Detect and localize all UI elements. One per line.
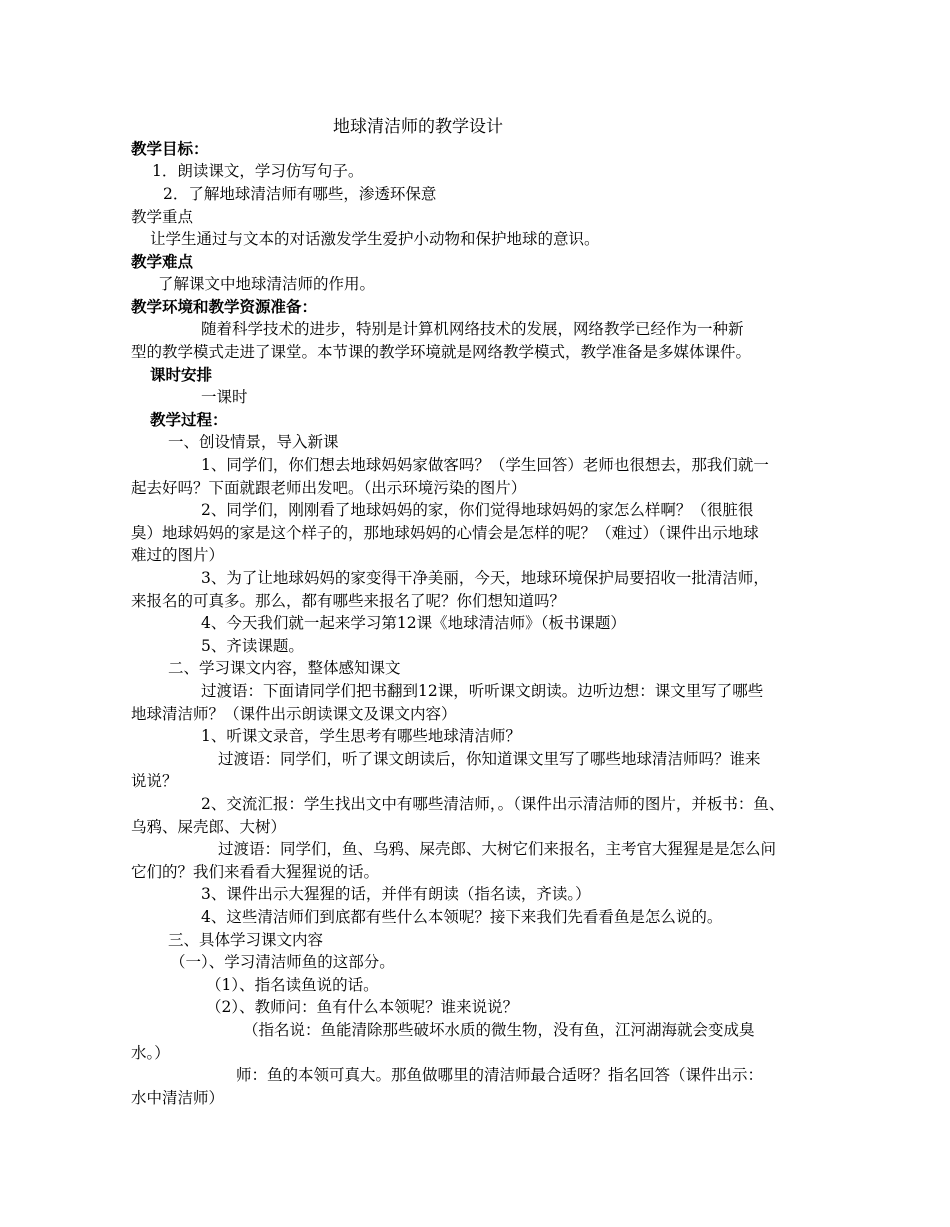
paragraph-line: 臭）地球妈妈的家是这个样子的，那地球妈妈的心情会是怎样的呢？（难过）（课件出示地球 bbox=[131, 524, 759, 542]
paragraph-line: 3、为了让地球妈妈的家变得干净美丽，今天，地球环境保护局要招收一批清洁师， bbox=[201, 569, 769, 587]
paragraph-line: 过渡语：下面请同学们把书翻到12课，听听课文朗读。边听边想：课文里写了哪些 bbox=[201, 682, 764, 700]
paragraph-line: 师：鱼的本领可真大。那鱼做哪里的清洁师最合适呀？指名回答（课件出示： bbox=[236, 1066, 764, 1084]
subsection-heading: （一）、学习清洁师鱼的这部分。 bbox=[170, 953, 395, 971]
goal-item: 2．了解地球清洁师有哪些，渗透环保意 bbox=[163, 185, 437, 203]
paragraph-line: 过渡语：同学们，鱼、乌鸦、屎壳郎、大树它们来报名，主考官大猩猩是是怎么问 bbox=[218, 840, 777, 858]
paragraph-line: 难过的图片） bbox=[131, 546, 225, 564]
paragraph-line: （指名说：鱼能清除那些破坏水质的微生物，没有鱼，江河湖海就会变成臭 bbox=[243, 1021, 755, 1039]
paragraph-line: 型的教学模式走进了课堂。本节课的教学环境就是网络教学模式，教学准备是多媒体课件。 bbox=[131, 343, 752, 361]
paragraph-line: 让学生通过与文本的对话激发学生爱护小动物和保护地球的意识。 bbox=[150, 230, 600, 248]
paragraph-line: 2、交流汇报：学生找出文中有哪些清洁师，。（课件出示清洁师的图片，并板书：鱼、 bbox=[201, 795, 785, 813]
heading-schedule: 课时安排 bbox=[150, 365, 213, 384]
paragraph-line: 过渡语：同学们，听了课文朗读后，你知道课文里写了哪些地球清洁师吗？谁来 bbox=[218, 750, 761, 768]
paragraph-line: 1、同学们，你们想去地球妈妈家做客吗？（学生回答）老师也很想去，那我们就一 bbox=[201, 456, 769, 474]
paragraph-line: 地球清洁师？（课件出示朗读课文及课文内容） bbox=[131, 705, 457, 723]
section-heading: 三、具体学习课文内容 bbox=[168, 931, 324, 949]
paragraph-line: 水中清洁师） bbox=[131, 1089, 225, 1107]
paragraph-line: 4、这些清洁师们到底都有些什么本领呢？接下来我们先看看鱼是怎么说的。 bbox=[201, 908, 723, 926]
list-item: （1）、指名读鱼说的话。 bbox=[206, 976, 379, 994]
paragraph-line: 2、同学们，刚刚看了地球妈妈的家，你们觉得地球妈妈的家怎么样啊？（很脏很 bbox=[201, 501, 754, 519]
document-title: 地球清洁师的教学设计 bbox=[333, 117, 503, 137]
paragraph-line: 水。） bbox=[131, 1044, 170, 1062]
list-item: （2）、教师问：鱼有什么本领呢？谁来说说？ bbox=[206, 998, 519, 1016]
heading-difficulties: 教学难点 bbox=[131, 252, 194, 271]
paragraph-line: 1、听课文录音，学生思考有哪些地球清洁师？ bbox=[201, 727, 521, 745]
heading-teaching-goals: 教学目标： bbox=[131, 139, 209, 158]
paragraph-line: 随着科学技术的进步，特别是计算机网络技术的发展，网络教学已经作为一种新 bbox=[201, 320, 744, 338]
heading-key-points: 教学重点 bbox=[131, 208, 194, 226]
paragraph-line: 一课时 bbox=[201, 388, 248, 406]
paragraph-line: 4、今天我们就一起来学习第12课《地球清洁师》（板书课题） bbox=[201, 614, 626, 632]
paragraph-line: 它们的？我们来看看大猩猩说的话。 bbox=[131, 863, 380, 881]
paragraph-line: 说说？ bbox=[131, 772, 178, 790]
paragraph-line: 来报名的可真多。那么，都有哪些来报名了呢？你们想知道吗？ bbox=[131, 592, 566, 610]
heading-process: 教学过程： bbox=[150, 410, 228, 429]
paragraph-line: 了解课文中地球清洁师的作用。 bbox=[158, 275, 376, 293]
paragraph-line: 3、课件出示大猩猩的话，并伴有朗读（指名读，齐读。） bbox=[201, 885, 591, 903]
section-heading: 二、学习课文内容，整体感知课文 bbox=[168, 659, 401, 677]
paragraph-line: 起去好吗？下面就跟老师出发吧。（出示环境污染的图片） bbox=[131, 479, 527, 497]
section-heading: 一、创设情景，导入新课 bbox=[168, 433, 339, 451]
goal-item: 1．朗读课文，学习仿写句子。 bbox=[152, 162, 364, 180]
paragraph-line: 5、齐读课题。 bbox=[201, 637, 304, 655]
paragraph-line: 乌鸦、屎壳郎、大树） bbox=[131, 818, 287, 836]
heading-environment: 教学环境和教学资源准备： bbox=[131, 297, 318, 316]
